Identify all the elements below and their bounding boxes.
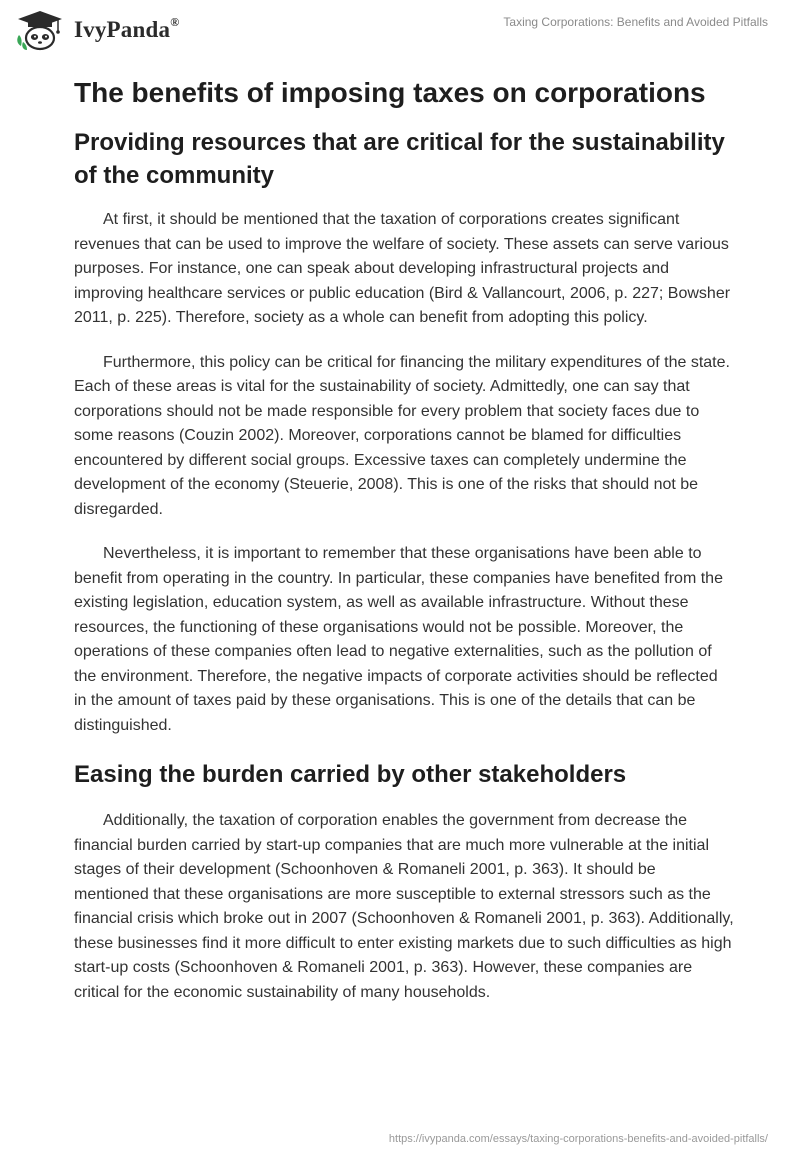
brand-name: IvyPanda® bbox=[74, 15, 180, 42]
section-easing-burden bbox=[74, 758, 734, 1005]
panda-graduation-cap-icon bbox=[14, 9, 66, 51]
paragraph: At first, it should be mentioned that the taxation of corporations creates significant revenues that can be used to improve the welfare of society. These assets can serve various purposes. For instance, one can speak about developing infrastructural projects and improving healthcare services or public education (Bird & Vallancourt, 2006, p. 227; Bowsher 2011, p. 225). Therefore, society as a whole can benefit from adopting this policy. bbox=[74, 211, 731, 326]
section-heading: Easing the burden carried by other stakeholders bbox=[74, 761, 627, 788]
section-heading: Providing resources that are critical for the sustainability of the community bbox=[74, 129, 725, 189]
article-body bbox=[74, 74, 734, 1025]
page-title: The benefits of imposing taxes on corporations bbox=[74, 77, 706, 108]
ivypanda-logo[interactable] bbox=[14, 9, 179, 51]
page-header bbox=[0, 0, 800, 60]
document-title: Taxing Corporations: Benefits and Avoided Pitfalls bbox=[503, 15, 768, 29]
paragraph: Nevertheless, it is important to remember that these organisations have been able to benefit from operating in the country. In particular, these companies have benefited from the existing legislation, education system, as well as available infrastructure. Without these resources, the functioning of these organisations would not be possible. Moreover, the operations of these companies often lead to negative externalities, such as the pollution of the environment. Therefore, the negative impacts of corporate activities should be reflected in the amount of taxes paid by these organisations. This is one of the details that can be distinguished. bbox=[74, 545, 723, 734]
paragraph: Furthermore, this policy can be critical for financing the military expenditures of the state. Each of these areas is vital for the sustainability of society. Admittedly, one can say that corporations should not be made responsible for every problem that society faces due to some reasons (Couzin 2002). Moreover, corporations cannot be blamed for difficulties encountered by different social groups. Excessive taxes can completely undermine the development of the economy (Steuerie, 2008). This is one of the risks that should not be disregarded. bbox=[74, 353, 730, 518]
paragraph: Additionally, the taxation of corporation enables the government from decrease the financial burden carried by start-up companies that are much more vulnerable at the initial stages of their development (Schoonhoven & Romaneli 2001, p. 363). It should be mentioned that these organisations are more susceptible to external stressors such as the financial crisis which broke out in 2007 (Schoonhoven & Romaneli 2001, p. 363). Additionally, these businesses find it more difficult to enter existing markets due to such difficulties as high start-up costs (Schoonhoven & Romaneli 2001, p. 363). However, these companies are critical for the economic sustainability of many households. bbox=[74, 812, 734, 1001]
section-providing-resources bbox=[74, 126, 734, 738]
source-url: https://ivypanda.com/essays/taxing-corporations-benefits-and-avoided-pitfalls/ bbox=[388, 1133, 768, 1145]
